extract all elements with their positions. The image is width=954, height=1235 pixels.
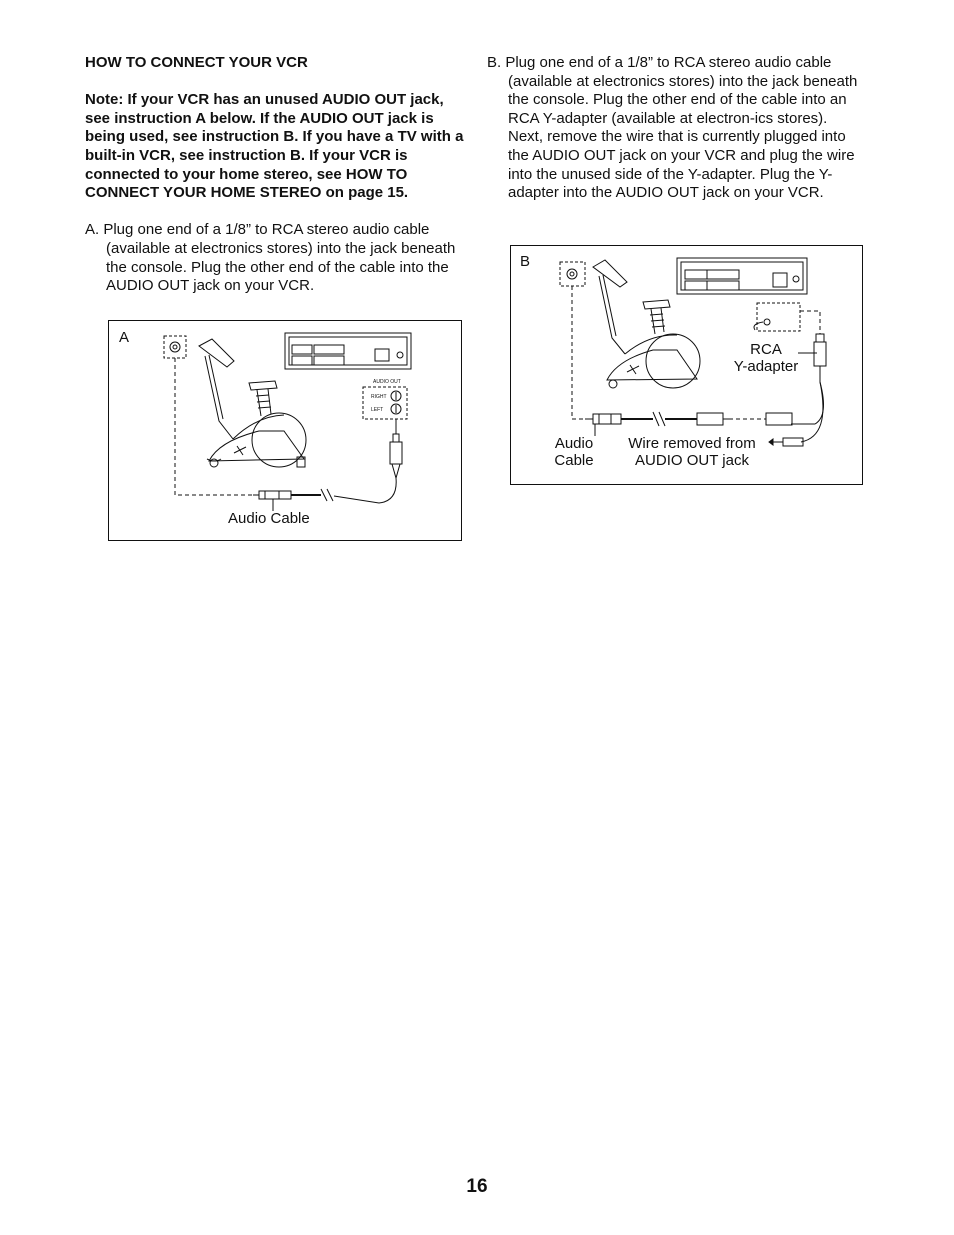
panel-left-text: LEFT <box>371 407 384 413</box>
audio-cable-label-line1: Audio <box>554 435 594 452</box>
instruction-b: B. Plug one end of a 1/8” to RCA stereo audio cable (available at electronics stores) into the jack beneath the console. Plug the other end of the cable into an RCA Y-adapter (available at electron-ics stores). Next, remove the wire that is currently plugged into the AUDIO OUT jack on your VCR and plug the wire into the unused side of the Y-adapter. Plug the Y-adapter into the AUDIO OUT jack on your VCR. <box>487 54 858 202</box>
console-jack-icon <box>170 342 180 352</box>
vcr-icon <box>677 258 807 294</box>
page-number: 16 <box>466 1176 488 1197</box>
audio-out-panel <box>363 387 407 419</box>
figure-b <box>510 245 863 485</box>
vcr-icon <box>285 333 411 369</box>
wire-removed-label-line2: AUDIO OUT jack <box>635 452 749 469</box>
panel-title-text: AUDIO OUT <box>373 379 401 385</box>
figure-b-letter: B <box>520 253 531 270</box>
figure-a <box>108 320 462 541</box>
audio-cable-label <box>552 435 596 469</box>
wire-removed-label-line1: Wire removed from <box>628 435 756 452</box>
dashed-connection <box>572 286 585 419</box>
audio-cable-icon <box>585 412 729 426</box>
console-jack-icon <box>567 269 577 279</box>
audio-cable-line <box>334 478 396 503</box>
instruction-a: A. Plug one end of a 1/8” to RCA stereo audio cable (available at electronics stores) into the jack beneath the console. Plug the other end of the cable into the AUDIO OUT jack on your VCR. <box>85 221 456 295</box>
console-jack-box <box>560 262 585 286</box>
panel-right-text: RIGHT <box>371 394 387 400</box>
vcr-jack-panel <box>757 303 800 331</box>
rca-label-line1: RCA <box>750 341 782 358</box>
console-jack-box <box>164 336 186 358</box>
audio-cable-label-line2: Cable <box>554 452 594 469</box>
exercise-bike-icon <box>593 260 700 388</box>
exercise-bike-icon <box>199 339 306 467</box>
figure-a-drawing <box>109 321 461 540</box>
wire-removed-label <box>623 435 761 469</box>
wire-jack-icon <box>764 319 770 325</box>
rca-label <box>733 341 799 375</box>
mini-plug-icon <box>253 491 291 499</box>
right-column <box>487 54 865 203</box>
left-column <box>85 54 470 296</box>
section-heading: HOW TO CONNECT YOUR VCR <box>85 54 308 71</box>
figure-a-letter: A <box>119 329 130 346</box>
audio-cable-label: Audio Cable <box>228 510 310 527</box>
rca-label-line2: Y-adapter <box>733 358 799 375</box>
note-paragraph: Note: If your VCR has an unused AUDIO OUT jack, see instruction A below. If the AUDIO OUT jack is being used, see instruction B. If you have a TV with a built-in VCR, see instruction B. If your VCR is connected to your home stereo, see HOW TO CONNECT YOUR HOME STEREO on page 15. <box>85 91 464 202</box>
rca-plug-icon <box>390 419 402 478</box>
